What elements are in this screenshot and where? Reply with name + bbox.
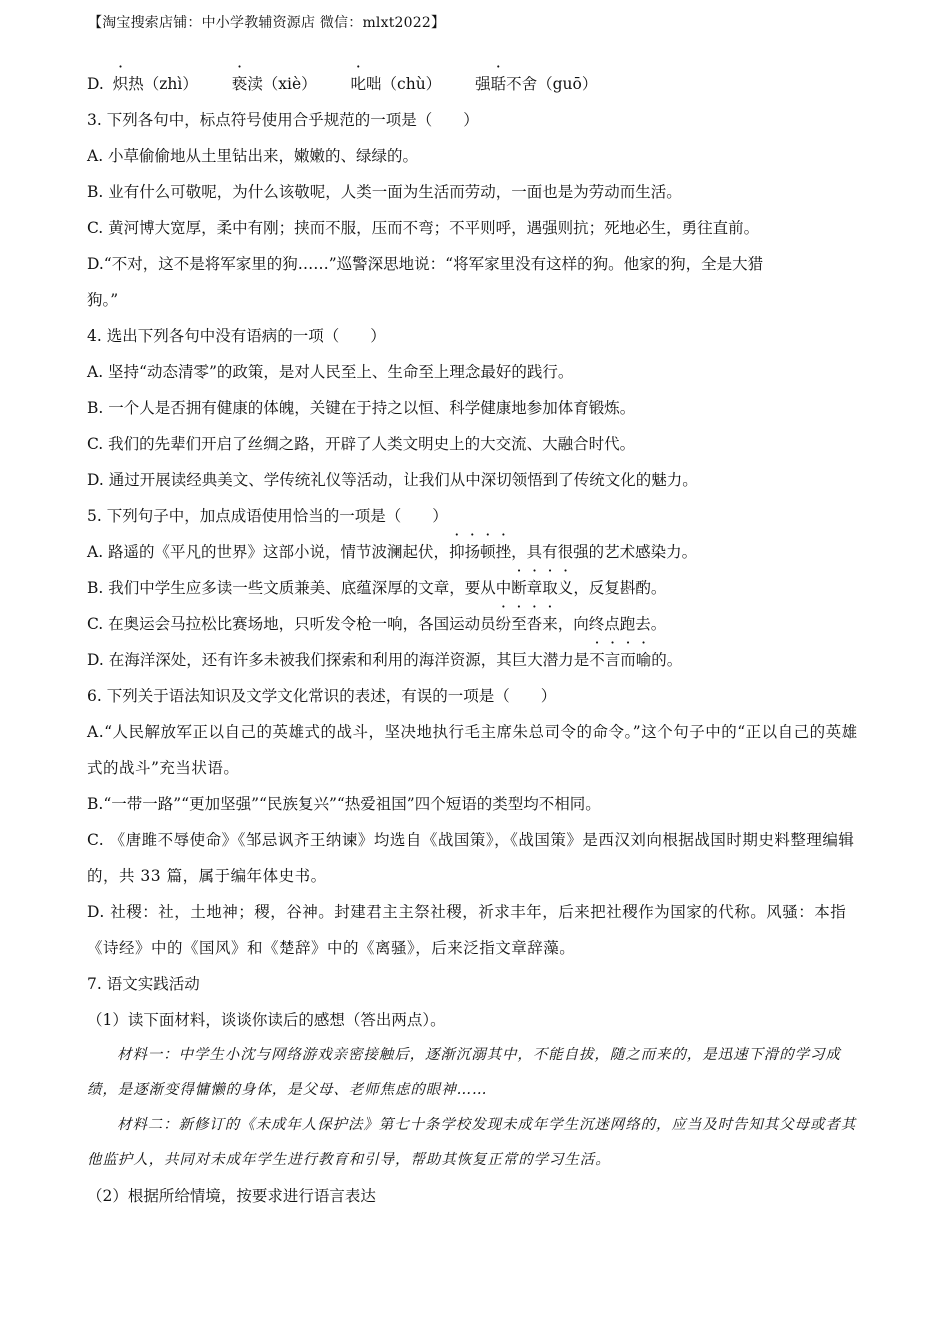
q6-option-b: B.“一带一路”“更加坚强”“民族复兴”“热爱祖国”四个短语的类型均不相同。: [87, 795, 601, 813]
pinyin-item: 炽热（zhì）: [112, 75, 198, 93]
q6-option-a: A.“人民解放军正以自己的英雄式的战斗，坚决地执行毛主席朱总司令的命令。”这个句子中的“正以自己的英雄式的战斗”充当状语。: [87, 723, 858, 777]
pinyin-item: 强聒不舍（guō）: [475, 75, 598, 93]
q4-option-a: A. 坚持“动态清零”的政策，是对人民至上、生命至上理念最好的践行。: [87, 363, 574, 381]
q3-option-b: B. 业有什么可敬呢，为什么该敬呢，人类一面为生活而劳动，一面也是为劳动而生活。: [87, 183, 682, 201]
pinyin-item: 叱咄（chù）: [350, 75, 442, 93]
q4-stem: 4. 选出下列各句中没有语病的一项（ ）: [87, 327, 386, 345]
material-one: 材料一：中学生小沈与网络游戏亲密接触后，逐渐沉溺其中，不能自拔，随之而来的，是迅速下滑的学习成绩，是逐渐变得慵懒的身体，是父母、老师焦虑的眼神……: [87, 1047, 841, 1098]
q5-option-c: C. 在奥运会马拉松比赛场地，只听发令枪一响，各国运动员纷至沓来，向终点跑去。: [87, 615, 667, 633]
q4-option-c: C. 我们的先辈们开启了丝绸之路，开辟了人类文明史上的大交流、大融合时代。: [87, 435, 636, 453]
q5-option-a: A. 路遥的《平凡的世界》这部小说，情节波澜起伏，抑扬顿挫，具有很强的艺术感染力。: [87, 543, 698, 561]
q4-option-d: D. 通过开展读经典美文、学传统礼仪等活动，让我们从中深切领悟到了传统文化的魅力。: [87, 471, 698, 489]
q6-stem: 6. 下列关于语法知识及文学文化常识的表述，有误的一项是（ ）: [87, 687, 557, 705]
q3-option-c: C. 黄河博大宽厚，柔中有刚；挟而不服，压而不弯；不平则呼，遇强则抗；死地必生，勇往直前。: [87, 219, 760, 237]
q2-option-d: [87, 66, 865, 102]
q7-title: 7. 语文实践活动: [87, 975, 200, 993]
q3-stem: 3. 下列各句中，标点符号使用合乎规范的一项是（ ）: [87, 111, 479, 129]
option-label: D.: [87, 75, 104, 93]
q6-option-c: C. 《唐雎不辱使命》《邹忌讽齐王纳谏》均选自《战国策》，《战国策》是西汉刘向根据战国时期史料整理编辑的，共 33 篇，属于编年体史书。: [87, 831, 855, 885]
material-two: 材料二：新修订的《未成年人保护法》第七十条学校发现未成年学生沉迷网络的，应当及时告知其父母或者其他监护人，共同对未成年学生进行教育和引导，帮助其恢复正常的学习生活。: [87, 1117, 857, 1168]
q3-option-a: A. 小草偷偷地从土里钻出来，嫩嫩的、绿绿的。: [87, 147, 419, 165]
q4-option-b: B. 一个人是否拥有健康的体魄，关键在于持之以恒、科学健康地参加体育锻炼。: [87, 399, 636, 417]
q3-option-d-cont: 狗。”: [87, 291, 119, 309]
q6-option-d: D. 社稷：社，土地神；稷，谷神。封建君主主祭社稷，祈求丰年，后来把社稷作为国家的代称。风骚：本指《诗经》中的《国风》和《楚辞》中的《离骚》，后来泛指文章辞藻。: [87, 903, 847, 957]
q5-option-d: D. 在海洋深处，还有许多未被我们探索和利用的海洋资源，其巨大潜力是不言而喻的。: [87, 651, 683, 669]
q7-sub1: （1）读下面材料，谈谈你读后的感想（答出两点）。: [87, 1011, 446, 1029]
q7-sub2: （2）根据所给情境，按要求进行语言表达: [87, 1187, 376, 1205]
pinyin-item: 亵渎（xiè）: [231, 75, 317, 93]
q5-option-b: B. 我们中学生应多读一些文质兼美、底蕴深厚的文章，要从中断章取义，反复斟酌。: [87, 579, 667, 597]
q5-stem: 5. 下列句子中，加点成语使用恰当的一项是（ ）: [87, 507, 448, 525]
store-header: 【淘宝搜索店铺：中小学教辅资源店 微信：mlxt2022】: [88, 15, 446, 31]
exam-page: [87, 66, 865, 1214]
q3-option-d: D.“不对，这不是将军家里的狗……”巡警深思地说：“将军家里没有这样的狗。他家的狗，全是大猎: [87, 255, 764, 273]
